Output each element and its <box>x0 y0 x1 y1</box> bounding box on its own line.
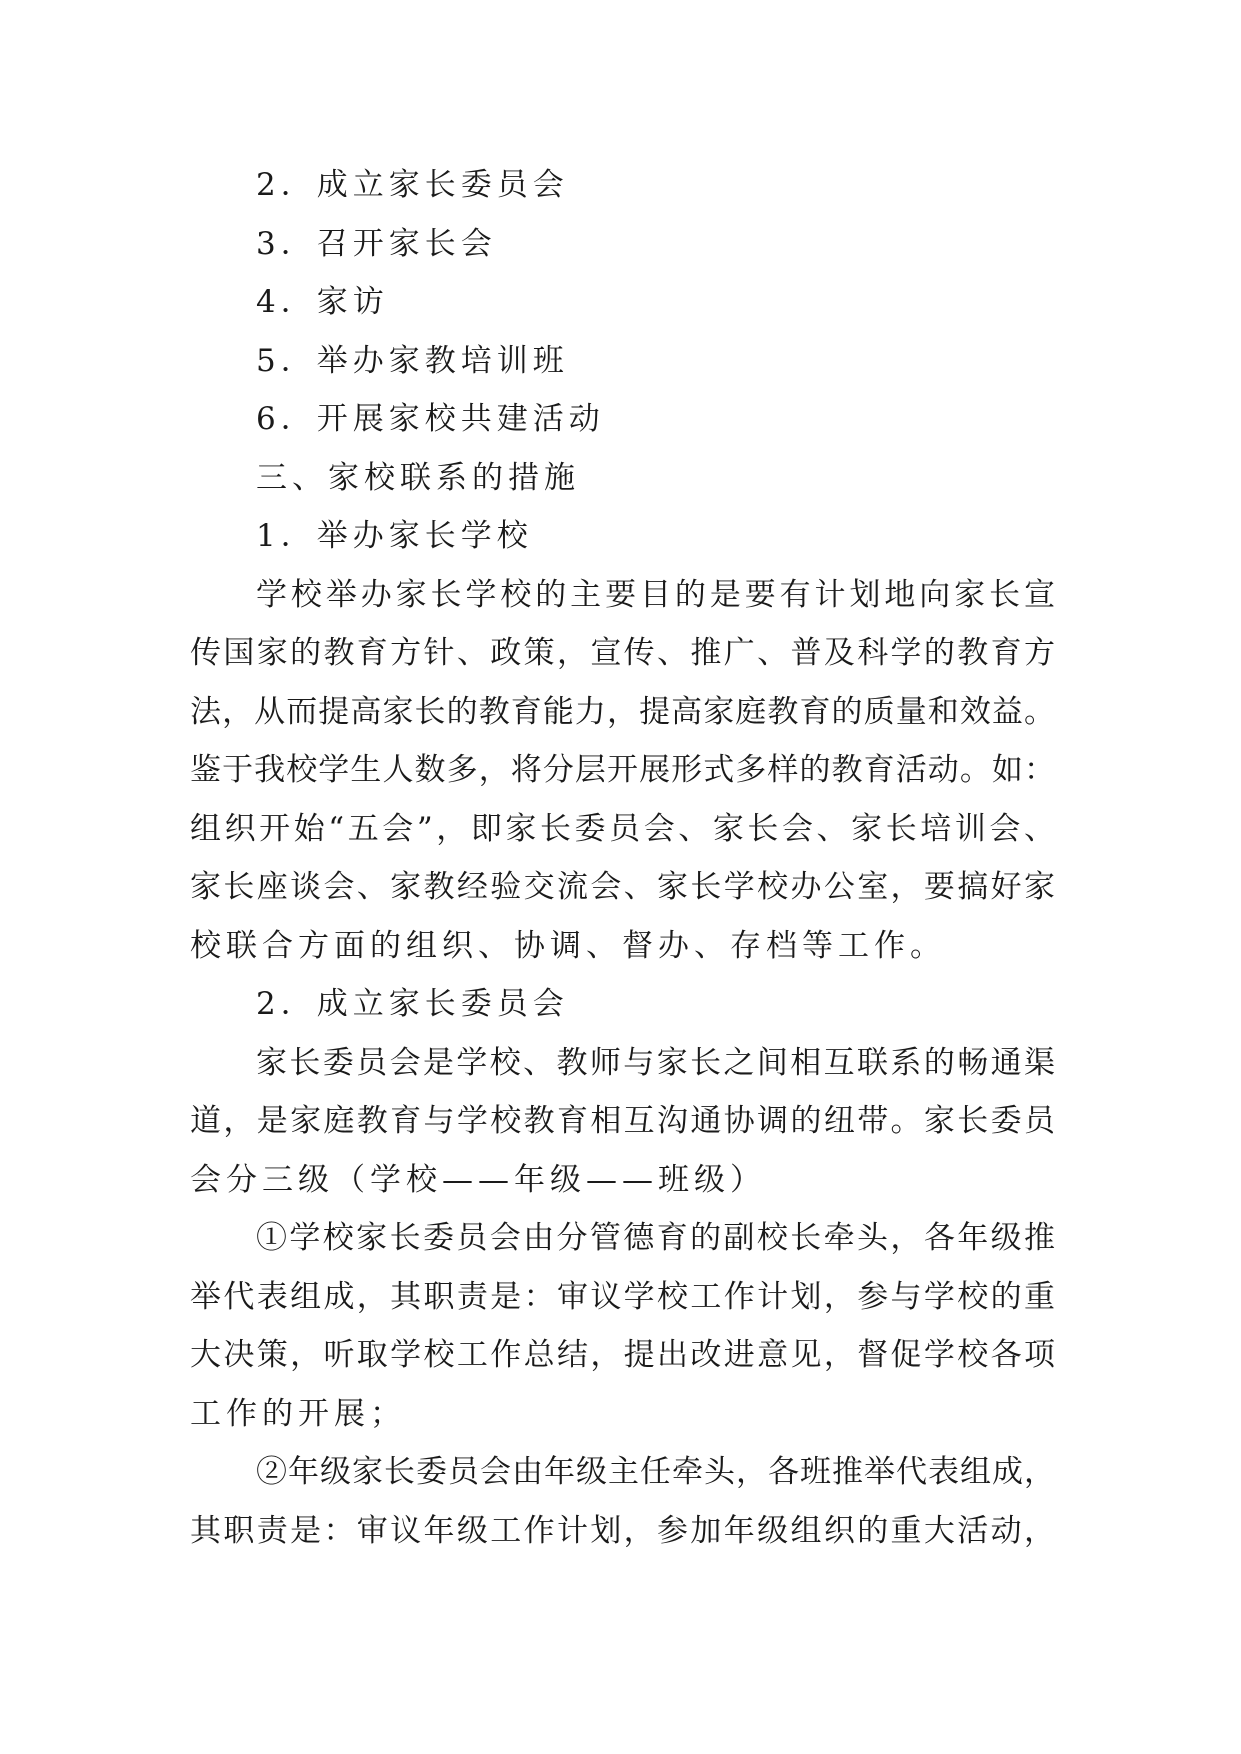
text-line: ②年级家长委员会由年级主任牵头，各班推举代表组成， <box>256 1454 1056 1490</box>
text-line: 三、家校联系的措施 <box>256 459 580 496</box>
text-line: 组织开始“五会”，即家长委员会、家长会、家长培训会、 <box>190 810 1056 847</box>
text-line: 校联合方面的组织、协调、督办、存档等工作。 <box>190 927 946 964</box>
text-line: 工作的开展； <box>190 1395 406 1432</box>
text-line: 鉴于我校学生人数多，将分层开展形式多样的教育活动。如： <box>190 752 1056 788</box>
text-line: 传国家的教育方针、政策，宣传、推广、普及科学的教育方 <box>190 635 1056 671</box>
text-line: 5．举办家教培训班 <box>256 342 569 379</box>
text-line: 其职责是：审议年级工作计划，参加年级组织的重大活动， <box>190 1512 1056 1549</box>
text-line: ①学校家长委员会由分管德育的副校长牵头，各年级推 <box>256 1220 1056 1256</box>
document-body <box>190 156 1056 1560</box>
text-line: 6．开展家校共建活动 <box>256 401 605 437</box>
text-line: 会分三级（学校——年级——班级） <box>190 1161 766 1198</box>
text-line: 2．成立家长委员会 <box>256 167 569 203</box>
text-line: 举代表组成，其职责是：审议学校工作计划，参与学校的重 <box>190 1278 1056 1315</box>
text-line: 家长座谈会、家教经验交流会、家长学校办公室，要搞好家 <box>190 869 1056 905</box>
text-line: 2．成立家长委员会 <box>256 986 569 1022</box>
text-line: 家长委员会是学校、教师与家长之间相互联系的畅通渠 <box>256 1044 1056 1081</box>
text-line: 3．召开家长会 <box>256 225 497 262</box>
text-line: 法，从而提高家长的教育能力，提高家庭教育的质量和效益。 <box>190 693 1056 730</box>
text-line: 大决策，听取学校工作总结，提出改进意见，督促学校各项 <box>190 1337 1056 1373</box>
text-line: 1．举办家长学校 <box>256 518 533 554</box>
text-line: 学校举办家长学校的主要目的是要有计划地向家长宣 <box>256 576 1056 613</box>
text-line: 4．家访 <box>256 284 389 320</box>
text-line: 道，是家庭教育与学校教育相互沟通协调的纽带。家长委员 <box>190 1103 1056 1139</box>
